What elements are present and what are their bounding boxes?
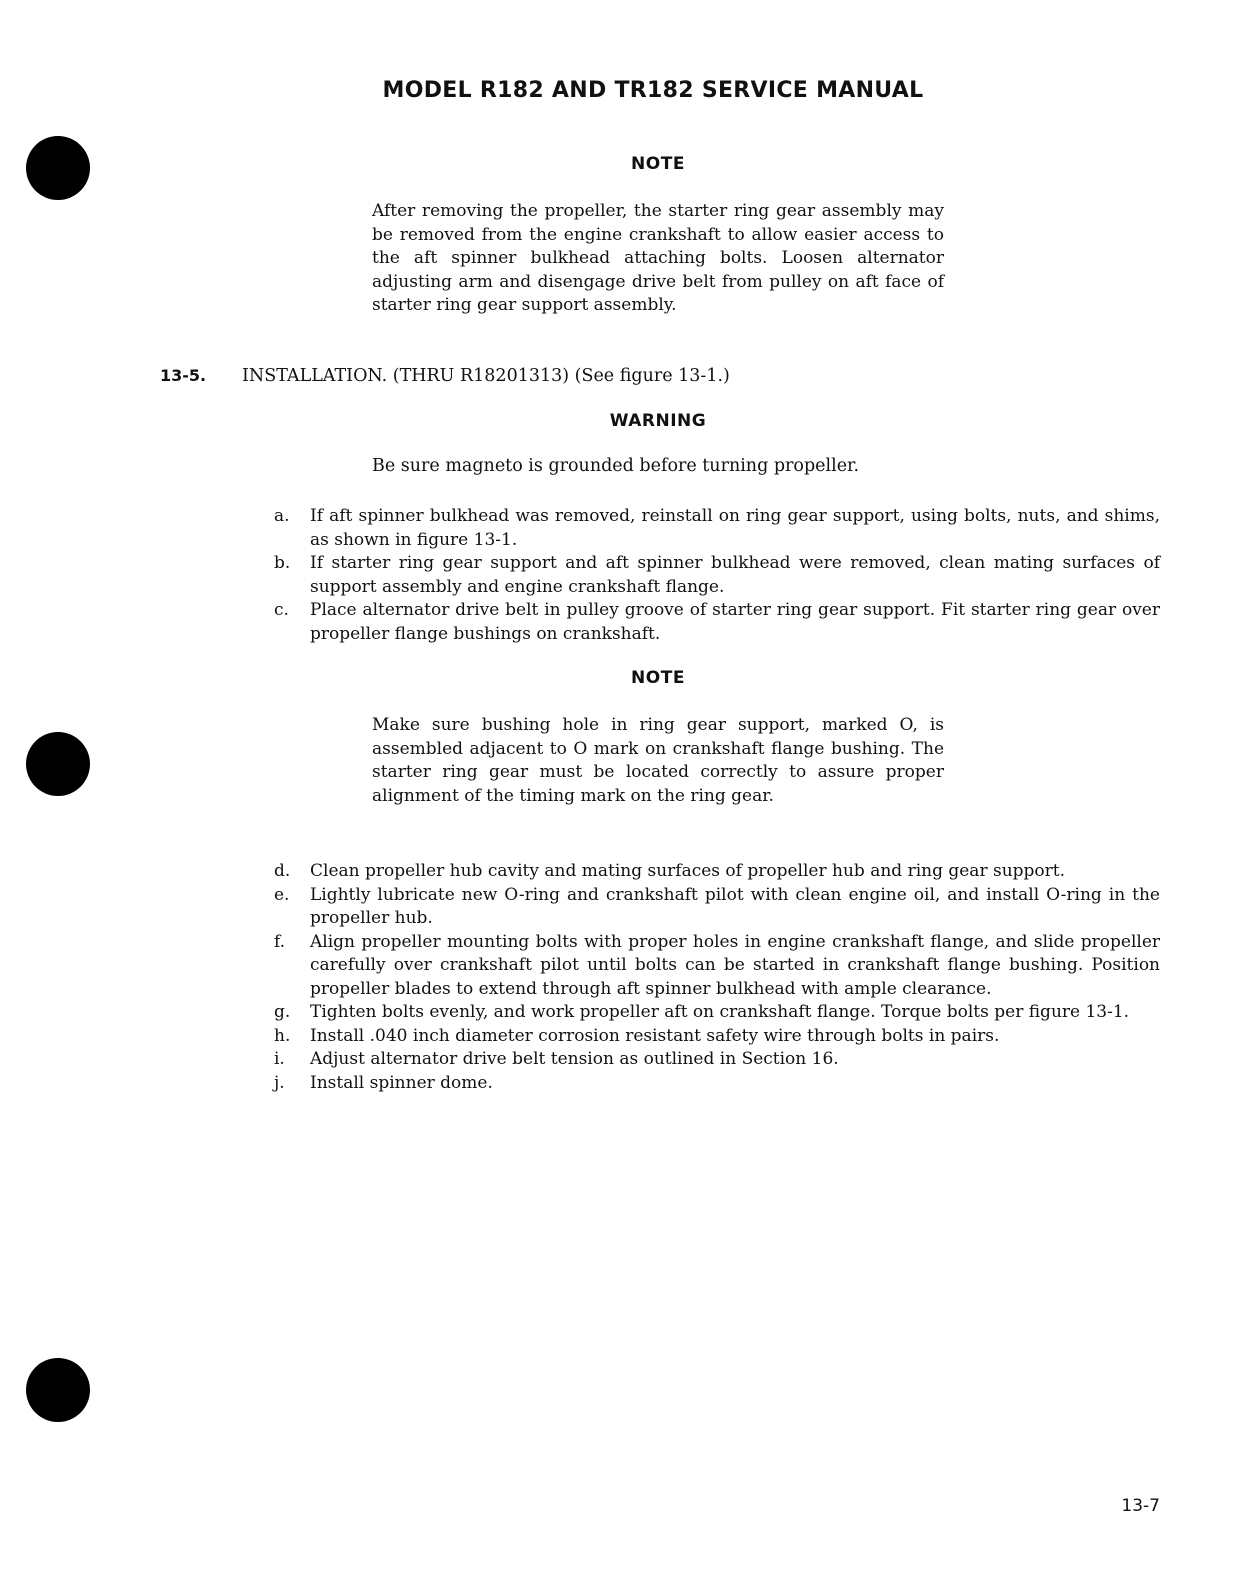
step-item	[274, 1001, 1160, 1025]
warning-text: Be sure magneto is grounded before turning propeller.	[372, 456, 860, 476]
step-item	[274, 1072, 1160, 1096]
note-text-second: Make sure bushing hole in ring gear support, marked O, is assembled adjacent to O mark on crankshaft flange bushing. The starter ring gear must be located correctly to assure proper alignment of the timing mark on the ring gear.	[372, 715, 944, 806]
steps-list-first	[274, 505, 1160, 646]
step-letter: d.	[274, 861, 291, 881]
step-item	[274, 1048, 1160, 1072]
step-text: Tighten bolts evenly, and work propeller aft on crankshaft flange. Torque bolts per figure 13-1.	[310, 1002, 1130, 1022]
step-letter: b.	[274, 553, 291, 573]
step-item	[274, 931, 1160, 1002]
page-header: MODEL R182 AND TR182 SERVICE MANUAL	[382, 78, 924, 103]
step-letter: g.	[274, 1002, 291, 1022]
note-heading-second: NOTE	[631, 668, 685, 688]
step-text: Lightly lubricate new O-ring and crankshaft pilot with clean engine oil, and install O-ring in the propeller hub.	[310, 884, 1160, 928]
step-letter: c.	[274, 600, 289, 620]
step-text: Align propeller mounting bolts with proper holes in engine crankshaft flange, and slide propeller carefully over crankshaft pilot until bolts can be started in crankshaft flange bushing. Position propeller blades to extend through aft spinner bulkhead with ample clearance.	[310, 931, 1160, 999]
section-number: 13-5.	[160, 366, 207, 385]
step-letter: i.	[274, 1049, 285, 1069]
punch-hole-middle	[26, 732, 90, 796]
step-item	[274, 599, 1160, 646]
step-letter: j.	[274, 1072, 285, 1093]
step-text: If aft spinner bulkhead was removed, reinstall on ring gear support, using bolts, nuts, and shims, as shown in figure 13-1.	[310, 506, 1160, 550]
step-text: Install spinner dome.	[310, 1072, 493, 1093]
step-letter: e.	[274, 884, 290, 905]
punch-hole-bottom	[26, 1358, 90, 1422]
step-item	[274, 505, 1160, 552]
step-letter: a.	[274, 506, 290, 526]
step-item	[274, 552, 1160, 599]
step-text: Install .040 inch diameter corrosion resistant safety wire through bolts in pairs.	[310, 1025, 1000, 1046]
step-letter: h.	[274, 1025, 291, 1046]
section-title: INSTALLATION. (THRU R18201313) (See figure 13-1.)	[242, 366, 730, 386]
step-text: Adjust alternator drive belt tension as outlined in Section 16.	[310, 1049, 839, 1069]
page-number: 13-7	[1121, 1496, 1160, 1516]
step-text: Clean propeller hub cavity and mating surfaces of propeller hub and ring gear support.	[310, 861, 1066, 881]
step-item	[274, 1025, 1160, 1049]
note-heading: NOTE	[631, 154, 685, 174]
note-text: After removing the propeller, the starter ring gear assembly may be removed from the engine crankshaft to allow easier access to the aft spinner bulkhead attaching bolts. Loosen alternator adjusting arm and disengage drive belt from pulley on aft face of starter ring gear support assembly.	[372, 201, 944, 315]
step-item	[274, 884, 1160, 931]
step-text: If starter ring gear support and aft spinner bulkhead were removed, clean mating surfaces of support assembly and engine crankshaft flange.	[310, 553, 1160, 597]
steps-list-second	[274, 860, 1160, 1095]
step-item	[274, 860, 1160, 884]
step-text: Place alternator drive belt in pulley groove of starter ring gear support. Fit starter ring gear over propeller flange bushings on crankshaft.	[310, 600, 1160, 644]
step-letter: f.	[274, 931, 286, 952]
warning-heading: WARNING	[609, 411, 707, 431]
